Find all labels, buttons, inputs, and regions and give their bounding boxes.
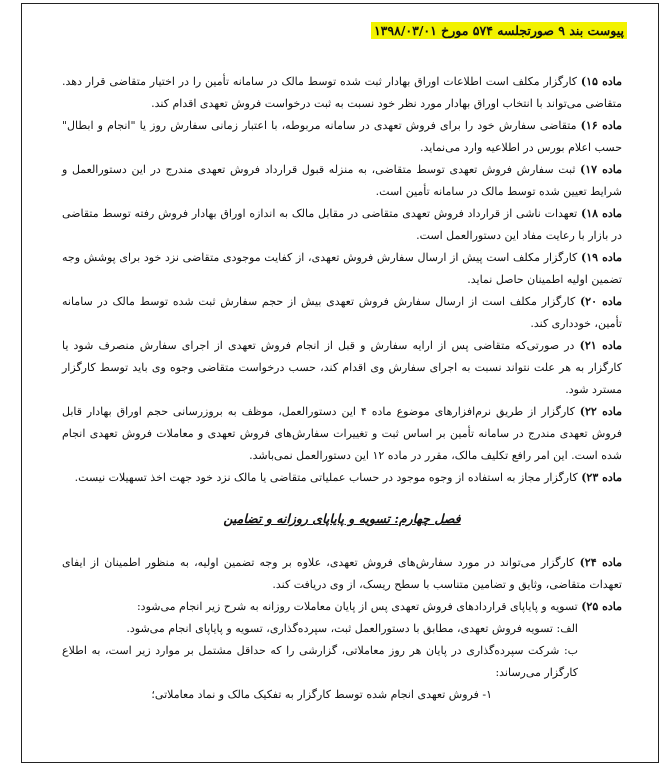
- article-label: ماده ۲۱): [579, 339, 622, 352]
- article-text: کارگزار مجاز به استفاده از وجوه موجود در حساب عملیاتی متقاضی یا مالک نزد خود جهت اخذ تسهیلات نیست.: [74, 471, 578, 484]
- article-text: کارگزار از طریق نرم‌افزارهای موضوع ماده ۴ این دستورالعمل، موظف به بروزرسانی حجم اوراق بهادار قابل فروش تعهدی مندرج در سامانه تأمین بر اساس ثبت و تغییرات سفارش‌های فروش تعهدی و معاملات فروش تعهدی انجام شده است. این امر رافع تکلیف مالک، مقرر در ماده ۱۲ این دستورالعمل نمی‌باشد.: [62, 405, 622, 462]
- article-text: متقاضی سفارش خود را برای فروش تعهدی در سامانه مربوطه، با اعتبار زمانی سفارش روز یا "انجام و ابطال" حسب اعلام بورس در اطلاعیه وارد می‌نماید.: [62, 119, 622, 154]
- article-label: ماده ۱۷): [580, 163, 622, 176]
- article-text: کارگزار مکلف است از ارسال سفارش فروش تعهدی بیش از حجم سفارش ثبت شده توسط مالک در سامانه تأمین، خودداری کند.: [62, 295, 622, 330]
- document-body: [62, 71, 622, 706]
- article-text: کارگزار مکلف است پیش از ارسال سفارش فروش تعهدی، از کفایت موجودی متقاضی نزد خود برای پوشش وجه تضمین اولیه اطمینان حاصل نماید.: [62, 251, 622, 286]
- article-17: [62, 159, 622, 203]
- article-label: ماده ۱۵): [580, 75, 623, 88]
- article-text: کارگزار می‌تواند در مورد سفارش‌های فروش تعهدی، علاوه بر وجه تضمین اولیه، به منظور اطمینان از ایفای تعهدات متقاضی، وثایق و تضامین متناسب با سطح ریسک، از وی دریافت کند.: [62, 556, 622, 591]
- article-label: ماده ۲۳): [581, 471, 622, 484]
- article-20: [62, 291, 622, 335]
- article-16: [62, 115, 622, 159]
- article-text: کارگزار مکلف است اطلاعات اوراق بهادار ثبت شده توسط مالک در سامانه تأمین را در اختیار متقاضی قرار دهد. متقاضی می‌تواند با انتخاب اوراق بهادار مورد نظر خود نسبت به ثبت درخواست فروش تعهدی اقدام کند.: [62, 75, 622, 110]
- article-label: ماده ۲۵): [581, 600, 622, 613]
- clause-alef: الف: تسویه فروش تعهدی، مطابق با دستورالعمل ثبت، سپرده‌گذاری، تسویه و پایاپای انجام می‌شود.: [126, 622, 578, 635]
- document-header-tag: پیوست بند ۹ صورتجلسه ۵۷۴ مورخ ۱۳۹۸/۰۳/۰۱: [371, 22, 627, 39]
- article-22: [62, 401, 622, 467]
- article-label: ماده ۲۴): [579, 556, 622, 569]
- article-24: [62, 552, 622, 596]
- article-21: [62, 335, 622, 401]
- article-19: [62, 247, 622, 291]
- article-text: تعهدات ناشی از قرارداد فروش تعهدی متقاضی در مقابل مالک به اندازه اوراق بهادار فروش رفته توسط متقاضی در بازار با رعایت مفاد این دستورالعمل است.: [62, 207, 622, 242]
- clause-item-1: ۱- فروش تعهدی انجام شده توسط کارگزار به تفکیک مالک و نماد معاملاتی؛: [151, 688, 492, 701]
- article-label: ماده ۱۶): [580, 119, 622, 132]
- article-label: ماده ۱۹): [581, 251, 622, 264]
- article-15: [62, 71, 622, 115]
- article-label: ماده ۱۸): [580, 207, 622, 220]
- article-23: [62, 467, 622, 489]
- clause-be: ب: شرکت سپرده‌گذاری در پایان هر روز معاملاتی، گزارشی را که حداقل مشتمل بر موارد زیر است، به اطلاع کارگزار می‌رساند:: [62, 644, 578, 679]
- article-text: در صورتی‌که متقاضی پس از ارایه سفارش و قبل از انجام فروش تعهدی از اجرای سفارش منصرف شود یا کارگزار به هر علت نتواند نسبت به اجرای سفارش وی اقدام کند، حسب درخواست متقاضی وجوه وی باید توسط کارگزار مسترد شود.: [62, 339, 622, 396]
- article-text: ثبت سفارش فروش تعهدی توسط متقاضی، به منزله قبول قرارداد فروش تعهدی مندرج در این دستورالعمل و شرایط تعیین شده توسط مالک در سامانه تأمین است.: [62, 163, 622, 198]
- article-label: ماده ۲۰): [579, 295, 622, 308]
- article-25: [62, 596, 622, 618]
- article-18: [62, 203, 622, 247]
- article-label: ماده ۲۲): [579, 405, 622, 418]
- article-text: تسویه و پایاپای قراردادهای فروش تعهدی پس از پایان معاملات روزانه به شرح زیر انجام می‌شود:: [136, 600, 578, 613]
- section-title: فصل چهارم: تسویه و پایاپای روزانه و تضامین: [223, 511, 461, 526]
